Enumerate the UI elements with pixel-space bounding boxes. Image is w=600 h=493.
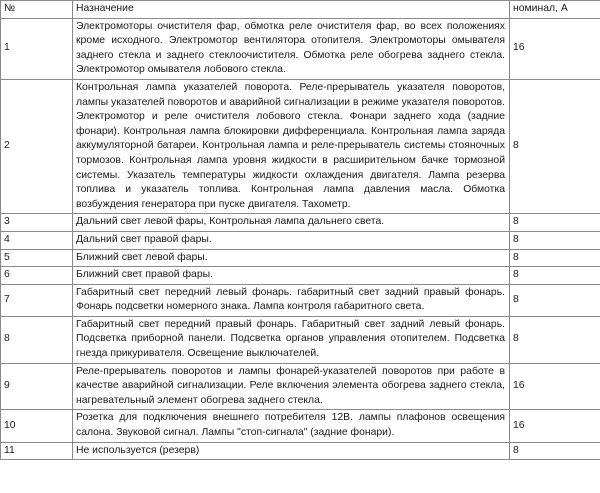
fuse-rating: 8 bbox=[510, 267, 600, 285]
fuse-number: 9 bbox=[1, 363, 73, 410]
fuse-rating: 8 bbox=[510, 284, 600, 316]
fuse-number: 7 bbox=[1, 284, 73, 316]
fuse-number: 3 bbox=[1, 214, 73, 232]
table-row bbox=[1, 18, 600, 79]
fuse-description: Дальний свет правой фары. bbox=[73, 231, 510, 249]
table-row bbox=[1, 442, 600, 460]
fuse-description: Контрольная лампа указателей поворота. Реле-прерыватель указателя поворотов, лампы указателей поворотов и аварийной сигнализации в режиме указателя поворотов. Электромотор и реле очистителя лобового стекла. Фонари заднего хода (задние фонари). Контрольная лампа блокировки дифференциала. Контрольная лампа заряда аккумуляторной батареи. Контрольная лампа и реле-прерыватель системы стояночных тормозов. Контрольная лампа уровня жидкости в расширительном бачке тормозной системы. Указатель температуры жидкости охлаждения двигателя. Лампа резерва топлива и указатель топлива. Контрольная лампа давления масла. Обмотка возбуждения генератора при пуске двигателя. Тахометр. bbox=[73, 79, 510, 213]
fuse-description: Розетка для подключения внешнего потребителя 12В. лампы плафонов освещения салона. Звуковой сигнал. Лампы "стоп-сигнала" (задние фонари). bbox=[73, 410, 510, 442]
fuse-rating: 16 bbox=[510, 363, 600, 410]
table-header-row bbox=[1, 1, 600, 19]
table-row bbox=[1, 363, 600, 410]
fuse-description: Габаритный свет передний правый фонарь. Габаритный свет задний левый фонарь. Подсветка приборной панели. Подсветка органов управления отопителем. Подсветка гнезда прикуривателя. Освещение выключателей. bbox=[73, 316, 510, 363]
fuse-number: 8 bbox=[1, 316, 73, 363]
header-number: № bbox=[1, 1, 73, 19]
fuse-rating: 16 bbox=[510, 410, 600, 442]
table-row bbox=[1, 316, 600, 363]
fuse-number: 11 bbox=[1, 442, 73, 460]
fuse-number: 10 bbox=[1, 410, 73, 442]
fuse-rating: 8 bbox=[510, 442, 600, 460]
fuse-description: Реле-прерыватель поворотов и лампы фонарей-указателей поворотов при работе в качестве аварийной сигнализации. Реле включения элемента обогрева заднего стекла, нагревательный элемент обогрева заднего стекла. bbox=[73, 363, 510, 410]
fuse-number: 2 bbox=[1, 79, 73, 213]
fuse-rating: 8 bbox=[510, 79, 600, 213]
table-row bbox=[1, 410, 600, 442]
table-row bbox=[1, 284, 600, 316]
fuse-number: 1 bbox=[1, 18, 73, 79]
fuse-number: 5 bbox=[1, 249, 73, 267]
fuse-description: Габаритный свет передний левый фонарь. габаритный свет задний правый фонарь. Фонарь подсветки номерного знака. Лампа контроля габаритного света. bbox=[73, 284, 510, 316]
fuse-rating: 8 bbox=[510, 316, 600, 363]
fuse-rating: 8 bbox=[510, 249, 600, 267]
fuse-number: 6 bbox=[1, 267, 73, 285]
table-row bbox=[1, 267, 600, 285]
table-row bbox=[1, 214, 600, 232]
fuse-description: Дальний свет левой фары, Контрольная лампа дальнего света. bbox=[73, 214, 510, 232]
header-description: Назначение bbox=[73, 1, 510, 19]
header-rating: номинал, А bbox=[510, 1, 600, 19]
fuse-description: Не используется (резерв) bbox=[73, 442, 510, 460]
fuse-number: 4 bbox=[1, 231, 73, 249]
fuse-description: Ближний свет правой фары. bbox=[73, 267, 510, 285]
table-row bbox=[1, 79, 600, 213]
table-row bbox=[1, 249, 600, 267]
fuse-rating: 8 bbox=[510, 214, 600, 232]
table-row bbox=[1, 231, 600, 249]
fuse-description: Ближний свет левой фары. bbox=[73, 249, 510, 267]
fuse-description: Электромоторы очистителя фар, обмотка реле очистителя фар, во всех положениях кроме исходного. Электромотор вентилятора отопителя. Электромоторы омывателя заднего стекла и заднего стеклоочистителя. Обмотка реле обогрева заднего стекла. Электромотор омывателя лобового стекла. bbox=[73, 18, 510, 79]
fuse-rating: 8 bbox=[510, 231, 600, 249]
fuse-rating: 16 bbox=[510, 18, 600, 79]
